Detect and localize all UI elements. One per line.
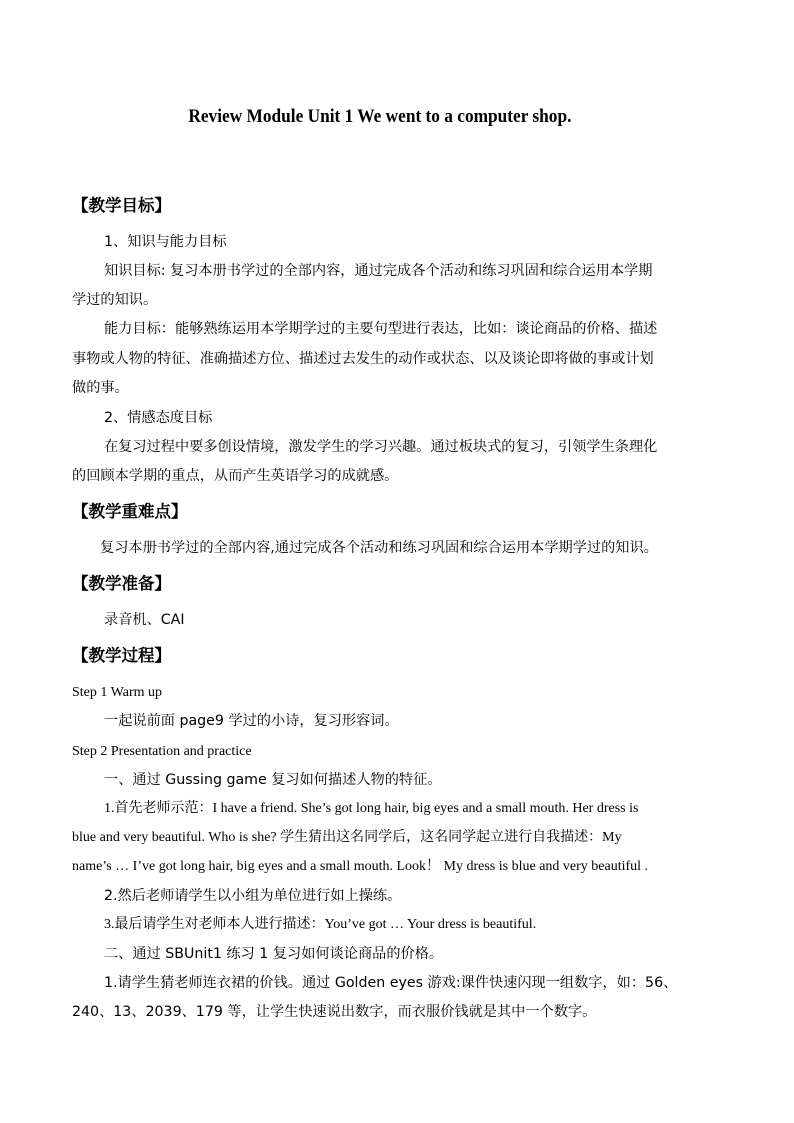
part-1-line-3: 3.最后请学生对老师本人进行描述：You’ve got … Your dress is beautiful.: [104, 917, 537, 932]
part-1-line-1b: blue and very beautiful. Who is she? 学生猜出这名同学后，这名同学起立进行自我描述：My: [72, 830, 622, 845]
ability-goal-line-3: 做的事。: [72, 380, 129, 396]
heading-process: 【教学过程】: [72, 646, 171, 665]
knowledge-goal-line-1: 知识目标: 复习本册书学过的全部内容，通过完成各个活动和练习巩固和综合运用本学期: [104, 263, 653, 279]
preparation-text: 录音机、CAI: [104, 612, 185, 628]
heading-preparation: 【教学准备】: [72, 574, 171, 593]
step-1-title: Step 1 Warm up: [72, 685, 162, 700]
heading-key-points: 【教学重难点】: [72, 502, 188, 521]
step-2-title: Step 2 Presentation and practice: [72, 744, 252, 759]
part-2-line-1b: 240、13、2039、179 等，让学生快速说出数字，而衣服价钱就是其中一个数字。: [72, 1004, 597, 1020]
part-1-line-2: 2.然后老师请学生以小组为单位进行如上操练。: [104, 888, 402, 904]
key-points-text: 复习本册书学过的全部内容,通过完成各个活动和练习巩固和综合运用本学期学过的知识。: [100, 540, 658, 556]
step-1-text: 一起说前面 page9 学过的小诗，复习形容词。: [104, 713, 399, 729]
part-2-title: 二、通过 SBUnit1 练习 1 复习如何谈论商品的价格。: [104, 946, 444, 962]
heading-objectives: 【教学目标】: [72, 196, 171, 215]
emotion-goal-line-2: 的回顾本学期的重点，从而产生英语学习的成就感。: [72, 468, 399, 484]
document-title: Review Module Unit 1 We went to a computer shop.: [188, 106, 572, 127]
part-1-line-1a: 1.首先老师示范：I have a friend. She’s got long hair, big eyes and a small mouth. Her dress is: [104, 801, 639, 816]
part-1-line-1c: name’s … I’ve got long hair, big eyes and a small mouth. Look！ My dress is blue and very beautiful .: [72, 859, 649, 874]
ability-goal-line-2: 事物或人物的特征、准确描述方位、描述过去发生的动作或状态、以及谈论即将做的事或计划: [72, 351, 654, 367]
objective-item-1: 1、知识与能力目标: [104, 234, 227, 250]
ability-goal-line-1: 能力目标：能够熟练运用本学期学过的主要句型进行表达，比如：谈论商品的价格、描述: [104, 321, 658, 337]
part-2-line-1a: 1.请学生猜老师连衣裙的价钱。通过 Golden eyes 游戏:课件快速闪现一组数字，如：56、: [104, 975, 678, 991]
knowledge-goal-line-2: 学过的知识。: [72, 292, 158, 308]
emotion-goal-line-1: 在复习过程中要多创设情境，激发学生的学习兴趣。通过板块式的复习，引领学生条理化: [104, 439, 658, 455]
objective-item-2: 2、情感态度目标: [104, 410, 213, 426]
part-1-title: 一、通过 Gussing game 复习如何描述人物的特征。: [104, 772, 442, 788]
